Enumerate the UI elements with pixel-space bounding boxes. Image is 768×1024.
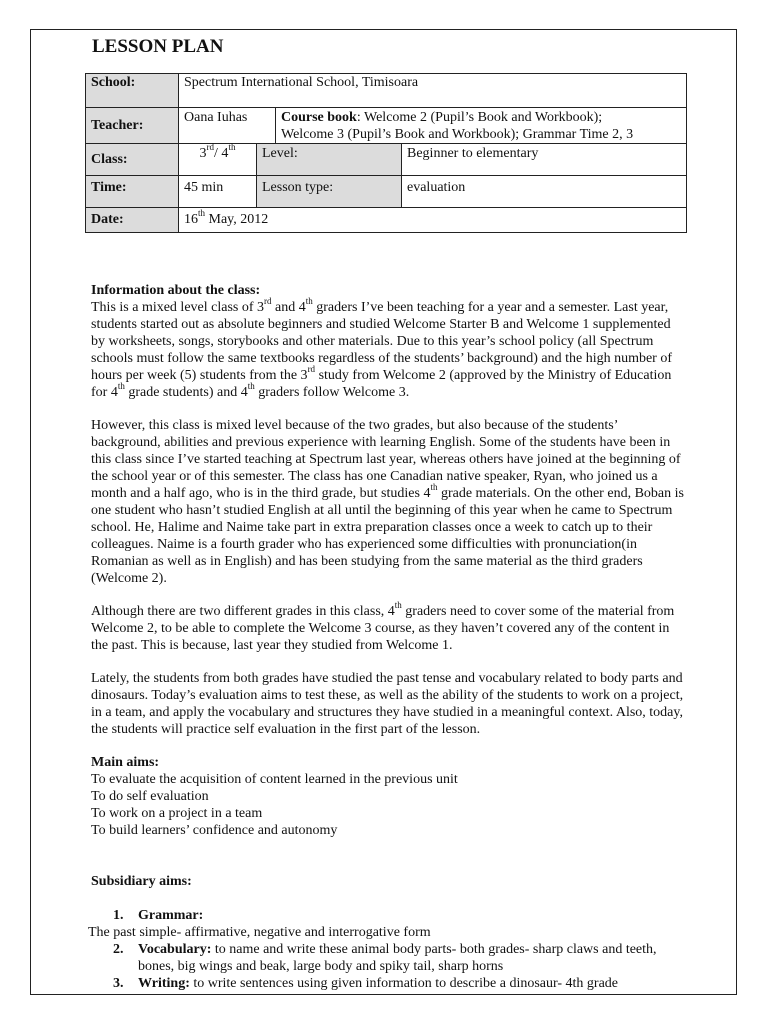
class-sep: / 4	[214, 146, 229, 161]
date-num: 16	[184, 212, 198, 227]
lessontype-value: evaluation	[402, 176, 687, 208]
school-label: School:	[86, 74, 179, 108]
main-aim-item: To build learners’ confidence and autonomy	[91, 823, 338, 838]
teacher-label: Teacher:	[86, 108, 179, 144]
date-row	[86, 208, 687, 233]
class-info-paragraph-3: Although there are two different grades in this class, 4th graders need to cover some of the material from Welcome 2, to be able to complete the Welcome 3 course, as they haven’t covered any of the content in the past. This is because, last year they studied from Welcome 1.	[91, 600, 675, 653]
main-aim-item: To work on a project in a team	[91, 806, 263, 821]
subsidiary-item-grammar	[91, 907, 687, 924]
date-label: Date:	[86, 208, 179, 233]
class-info-paragraph-2: However, this class is mixed level because of the two grades, but also because of the students’ background, abilities and previous experience with learning English. Some of the students have been in this class since I’ve started teaching at Spectrum last year, whereas others have joined at the beginning of the school year or of this semester. The class has one Canadian native speaker, Ryan, who joined us a month and a half ago, who is in the third grade, but studies 4th grade materials. On the other end, Boban is one student who hasn’t studied English at all until the beginning of this year when he came to Spectrum school. He, Halime and Naime take part in extra preparation classes once a week to catch up to their colleagues. Naime is a fourth grader who has experienced some difficulties with pronunciation(in Romanian as well as in English) and has been studying from the same material as the third graders (Welcome 2).	[91, 418, 684, 586]
grammar-label: Grammar:	[138, 908, 204, 923]
teacher-row	[86, 108, 687, 144]
main-aim-item: To do self evaluation	[91, 789, 209, 804]
coursebook-value-line2: Welcome 3 (Pupil’s Book and Workbook); Grammar Time 2, 3	[281, 127, 634, 142]
time-row	[86, 176, 687, 208]
class-num1: 3	[199, 146, 207, 161]
coursebook-label: Course book	[281, 110, 357, 125]
time-value: 45 min	[179, 176, 257, 208]
class-sup1: rd	[206, 142, 215, 153]
main-aim-item: To evaluate the acquisition of content learned in the previous unit	[91, 772, 458, 787]
class-sup2: th	[228, 142, 236, 153]
class-label: Class:	[86, 144, 179, 176]
lessontype-label: Lesson type:	[257, 176, 402, 208]
teacher-value: Oana Iuhas	[179, 108, 276, 144]
grammar-text: The past simple- affirmative, negative and interrogative form	[88, 925, 431, 940]
class-info-paragraph-4: Lately, the students from both grades have studied the past tense and vocabulary related to body parts and dinosaurs. Today’s evaluation aims to test these, as well as the ability of the students to work on a project, in a team, and apply the vocabulary and structures they have studied in a meaningful context. Also, today, the students will practice self evaluation in the first part of the lesson.	[91, 671, 684, 737]
level-label: Level:	[257, 144, 402, 176]
lesson-content	[88, 282, 687, 992]
main-aims-heading: Main aims:	[91, 755, 160, 770]
lesson-info-table	[85, 73, 687, 233]
info-heading: Information about the class:	[91, 283, 261, 298]
subsidiary-item-writing	[91, 975, 687, 992]
time-label: Time:	[86, 176, 179, 208]
item-number: 1.	[113, 908, 124, 923]
coursebook-value-line1: : Welcome 2 (Pupil’s Book and Workbook);	[356, 110, 603, 125]
school-value: Spectrum International School, Timisoara	[179, 74, 687, 108]
item-number: 2.	[113, 942, 124, 957]
page-title: LESSON PLAN	[92, 36, 224, 57]
item-number: 3.	[113, 976, 124, 991]
subsidiary-item-vocabulary	[91, 941, 687, 975]
level-value: Beginner to elementary	[402, 144, 687, 176]
vocabulary-text: to name and write these animal body parts- both grades- sharp claws and teeth, bones, big wings and beak, large body and spiky tail, sharp horns	[138, 942, 657, 974]
writing-label: Writing:	[138, 976, 190, 991]
date-value	[179, 208, 687, 233]
date-sup: th	[198, 208, 206, 219]
class-value	[179, 144, 257, 176]
school-row	[86, 74, 687, 108]
date-rest: May, 2012	[205, 212, 269, 227]
class-info-paragraph-1: This is a mixed level class of 3rd and 4th graders I’ve been teaching for a year and a semester. Last year, students started out as absolute beginners and studied Welcome Starter B and Welcome 1 supplemented by worksheets, songs, storybooks and other materials. Due to this year’s school policy (all Spectrum schools must follow the same textbooks regardless of the students’ background) and the high number of hours per week (5) students from the 3rd study from Welcome 2 (approved by the Ministry of Education for 4th grade students) and 4th graders follow Welcome 3.	[91, 296, 673, 400]
writing-text: to write sentences using given information to describe a dinosaur- 4th grade	[189, 976, 619, 991]
subsidiary-aims-heading: Subsidiary aims:	[91, 874, 192, 889]
vocabulary-label: Vocabulary:	[138, 942, 212, 957]
class-row	[86, 144, 687, 176]
coursebook-cell	[276, 108, 687, 144]
